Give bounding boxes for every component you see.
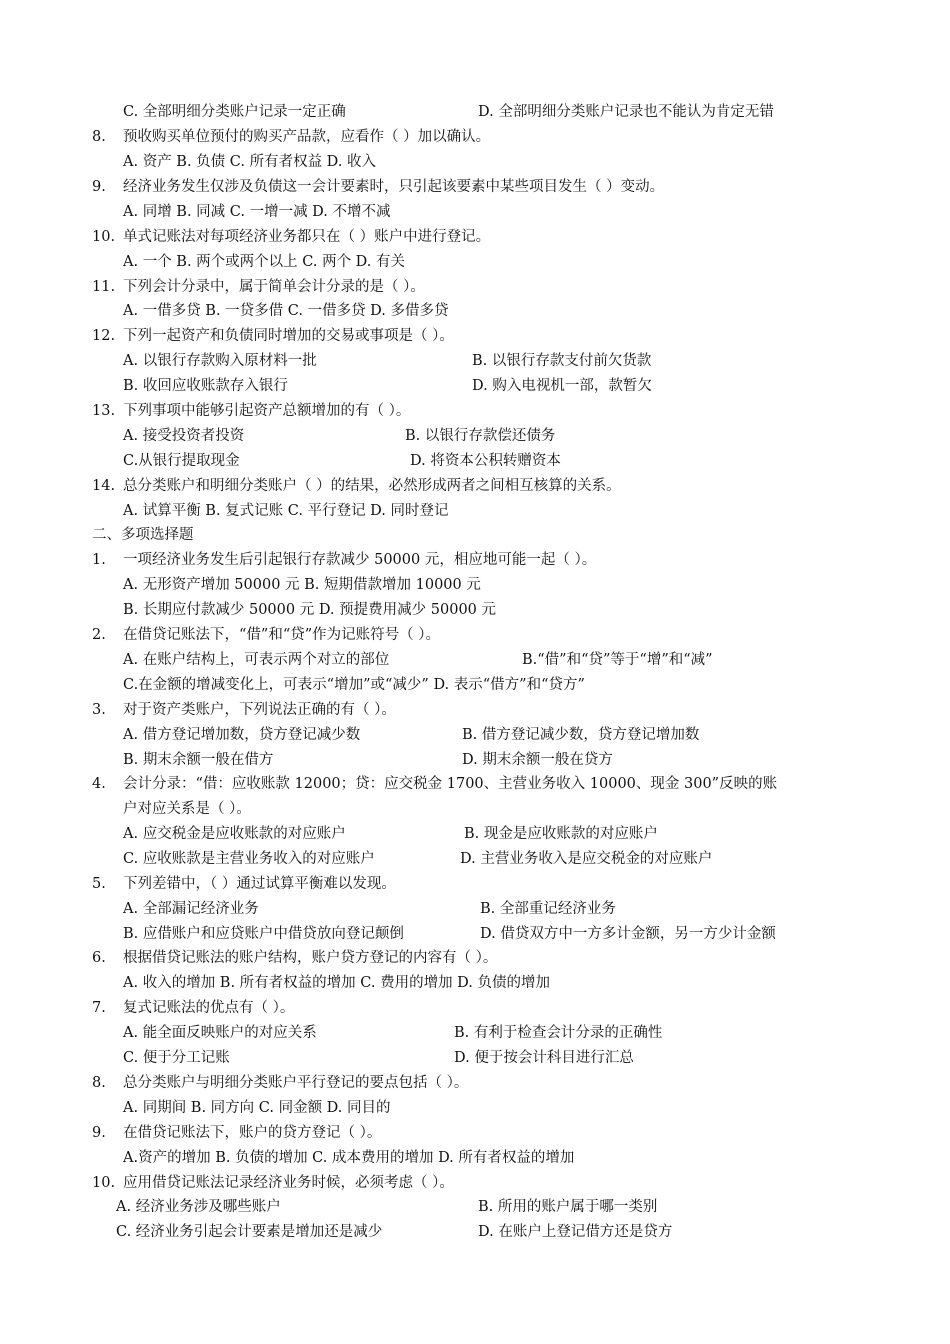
text-segment: 5.: [92, 876, 106, 892]
text-segment: A. 同期间 B. 同方向 C. 同金额 D. 同目的: [123, 1100, 391, 1116]
text-segment: A. 经济业务涉及哪些账户: [116, 1199, 281, 1215]
text-line: [0, 299, 950, 323]
text-segment: 12.: [92, 328, 116, 344]
text-line: [0, 399, 950, 423]
text-segment: A. 应交税金是应收账款的对应账户: [123, 826, 346, 842]
text-line: [0, 1146, 950, 1170]
text-line: [0, 872, 950, 896]
text-segment: 下列差错中，（ ）通过试算平衡难以发现。: [123, 876, 396, 892]
text-segment: B. 以银行存款支付前欠货款: [472, 353, 652, 369]
text-segment: 经济业务发生仅涉及负债这一会计要素时，只引起该要素中某些项目发生（ ）变动。: [123, 179, 665, 195]
text-segment: 单式记账法对每项经济业务都只在（ ）账户中进行登记。: [123, 229, 491, 245]
text-line: [0, 100, 950, 124]
text-line: [0, 797, 950, 821]
text-segment: A.资产的增加 B. 负债的增加 C. 成本费用的增加 D. 所有者权益的增加: [123, 1150, 575, 1166]
text-segment: 13.: [92, 403, 116, 419]
text-segment: B.“借”和“贷”等于“增”和“减”: [522, 652, 713, 668]
text-line: [0, 125, 950, 149]
text-line: [0, 698, 950, 722]
text-segment: 7.: [92, 1000, 106, 1016]
text-segment: A. 一个 B. 两个或两个以上 C. 两个 D. 有关: [123, 254, 406, 270]
text-line: [0, 1220, 950, 1244]
text-segment: 根据借贷记账法的账户结构，账户贷方登记的内容有（ ）。: [123, 950, 498, 966]
text-segment: C. 经济业务引起会计要素是增加还是减少: [116, 1224, 383, 1240]
text-line: [0, 648, 950, 672]
text-line: [0, 922, 950, 946]
text-line: [0, 548, 950, 572]
text-segment: 下列一起资产和负债同时增加的交易或事项是（ ）。: [123, 328, 454, 344]
text-segment: B. 收回应收账款存入银行: [123, 378, 288, 394]
text-segment: A. 同增 B. 同减 C. 一增一减 D. 不增不减: [123, 204, 391, 220]
text-segment: 8.: [92, 129, 106, 145]
text-segment: B. 全部重记经济业务: [480, 901, 616, 917]
text-line: [0, 374, 950, 398]
text-segment: A. 借方登记增加数，贷方登记减少数: [123, 727, 361, 743]
text-segment: B. 应借账户和应贷账户中借贷放向登记颠倒: [123, 926, 404, 942]
text-segment: C. 便于分工记账: [123, 1050, 230, 1066]
text-segment: 3.: [92, 702, 106, 718]
text-segment: D. 在账户上登记借方还是贷方: [478, 1224, 673, 1240]
text-segment: 总分类账户与明细分类账户平行登记的要点包括（ ）。: [123, 1075, 469, 1091]
text-segment: 下列会计分录中，属于简单会计分录的是（ ）。: [123, 279, 425, 295]
text-segment: 二、多项选择题: [92, 527, 194, 543]
text-segment: 8.: [92, 1075, 106, 1091]
text-segment: 10.: [92, 1175, 116, 1191]
text-line: [0, 1171, 950, 1195]
text-segment: 应用借贷记账法记录经济业务时候，必须考虑（ ）。: [123, 1175, 454, 1191]
text-line: [0, 150, 950, 174]
text-segment: B. 有利于检查会计分录的正确性: [454, 1025, 663, 1041]
text-segment: A. 无形资产增加 50000 元 B. 短期借款增加 10000 元: [123, 577, 481, 593]
text-segment: B. 所用的账户属于哪一类别: [478, 1199, 658, 1215]
text-segment: 10.: [92, 229, 116, 245]
text-segment: 9.: [92, 179, 106, 195]
text-line: [0, 723, 950, 747]
text-segment: C.在金额的增减变化上，可表示“增加”或“减少” D. 表示“借方”和“贷方”: [123, 677, 585, 693]
text-segment: 6.: [92, 950, 106, 966]
text-segment: A. 一借多贷 B. 一贷多借 C. 一借多贷 D. 多借多贷: [123, 303, 449, 319]
text-segment: D. 便于按会计科目进行汇总: [454, 1050, 634, 1066]
text-segment: C. 全部明细分类账户记录一定正确: [123, 104, 346, 120]
text-segment: 在借贷记账法下，“借”和“贷”作为记账符号（ ）。: [123, 627, 441, 643]
text-segment: D. 全部明细分类账户记录也不能认为肯定无错: [478, 104, 774, 120]
text-line: [0, 673, 950, 697]
text-line: [0, 523, 950, 547]
text-line: [0, 1071, 950, 1095]
text-segment: A. 接受投资者投资: [123, 428, 245, 444]
text-line: [0, 1121, 950, 1145]
text-line: [0, 772, 950, 796]
text-segment: B. 以银行存款偿还债务: [405, 428, 556, 444]
text-segment: 9.: [92, 1125, 106, 1141]
text-segment: 下列事项中能够引起资产总额增加的有（ ）。: [123, 403, 411, 419]
text-line: [0, 971, 950, 995]
text-segment: A. 以银行存款购入原材料一批: [123, 353, 317, 369]
text-segment: D. 购入电视机一部，款暂欠: [472, 378, 652, 394]
text-segment: B. 现金是应收账款的对应账户: [464, 826, 658, 842]
text-segment: 14.: [92, 478, 116, 494]
text-segment: A. 试算平衡 B. 复式记账 C. 平行登记 D. 同时登记: [123, 503, 449, 519]
text-segment: D. 借贷双方中一方多计金额，另一方少计金额: [480, 926, 776, 942]
text-segment: A. 资产 B. 负债 C. 所有者权益 D. 收入: [123, 154, 377, 170]
text-line: [0, 1096, 950, 1120]
text-segment: 复式记账法的优点有（ ）。: [123, 1000, 295, 1016]
text-segment: 2.: [92, 627, 106, 643]
text-segment: A. 收入的增加 B. 所有者权益的增加 C. 费用的增加 D. 负债的增加: [123, 975, 551, 991]
text-line: [0, 897, 950, 921]
text-line: [0, 324, 950, 348]
text-segment: 预收购买单位预付的购买产品款，应看作（ ）加以确认。: [123, 129, 491, 145]
text-line: [0, 847, 950, 871]
text-segment: 一项经济业务发生后引起银行存款减少 50000 元，相应地可能一起（ ）。: [123, 552, 597, 568]
text-line: [0, 275, 950, 299]
text-segment: 对于资产类账户，下列说法正确的有（ ）。: [123, 702, 396, 718]
text-line: [0, 474, 950, 498]
text-line: [0, 623, 950, 647]
text-segment: 在借贷记账法下，账户的贷方登记（ ）。: [123, 1125, 382, 1141]
text-line: [0, 225, 950, 249]
text-segment: C.从银行提取现金: [123, 453, 240, 469]
text-line: [0, 573, 950, 597]
text-line: [0, 349, 950, 373]
text-line: [0, 996, 950, 1020]
text-line: [0, 449, 950, 473]
text-line: [0, 1046, 950, 1070]
text-segment: 4.: [92, 776, 106, 792]
text-line: [0, 1021, 950, 1045]
text-line: [0, 424, 950, 448]
text-segment: D. 期末余额一般在贷方: [462, 752, 613, 768]
text-line: [0, 822, 950, 846]
text-line: [0, 1195, 950, 1219]
text-segment: 11.: [92, 279, 116, 295]
text-line: [0, 946, 950, 970]
text-segment: A. 能全面反映账户的对应关系: [123, 1025, 317, 1041]
text-line: [0, 598, 950, 622]
text-segment: D. 主营业务收入是应交税金的对应账户: [460, 851, 713, 867]
text-segment: 1.: [92, 552, 106, 568]
text-line: [0, 499, 950, 523]
text-line: [0, 175, 950, 199]
text-segment: A. 在账户结构上，可表示两个对立的部位: [123, 652, 390, 668]
text-segment: A. 全部漏记经济业务: [123, 901, 259, 917]
text-segment: 会计分录：“借：应收账款 12000；贷：应交税金 1700、主营业务收入 10000、现金 300”反映的账: [123, 776, 778, 792]
text-line: [0, 200, 950, 224]
text-segment: B. 期末余额一般在借方: [123, 752, 274, 768]
text-segment: B. 借方登记减少数，贷方登记增加数: [462, 727, 700, 743]
text-segment: 户对应关系是（ ）。: [123, 801, 251, 817]
text-segment: D. 将资本公积转赠资本: [410, 453, 561, 469]
text-segment: 总分类账户和明细分类账户（ ）的结果，必然形成两者之间相互核算的关系。: [123, 478, 621, 494]
text-line: [0, 748, 950, 772]
text-segment: B. 长期应付款减少 50000 元 D. 预提费用减少 50000 元: [123, 602, 496, 618]
text-line: [0, 250, 950, 274]
text-segment: C. 应收账款是主营业务收入的对应账户: [123, 851, 375, 867]
